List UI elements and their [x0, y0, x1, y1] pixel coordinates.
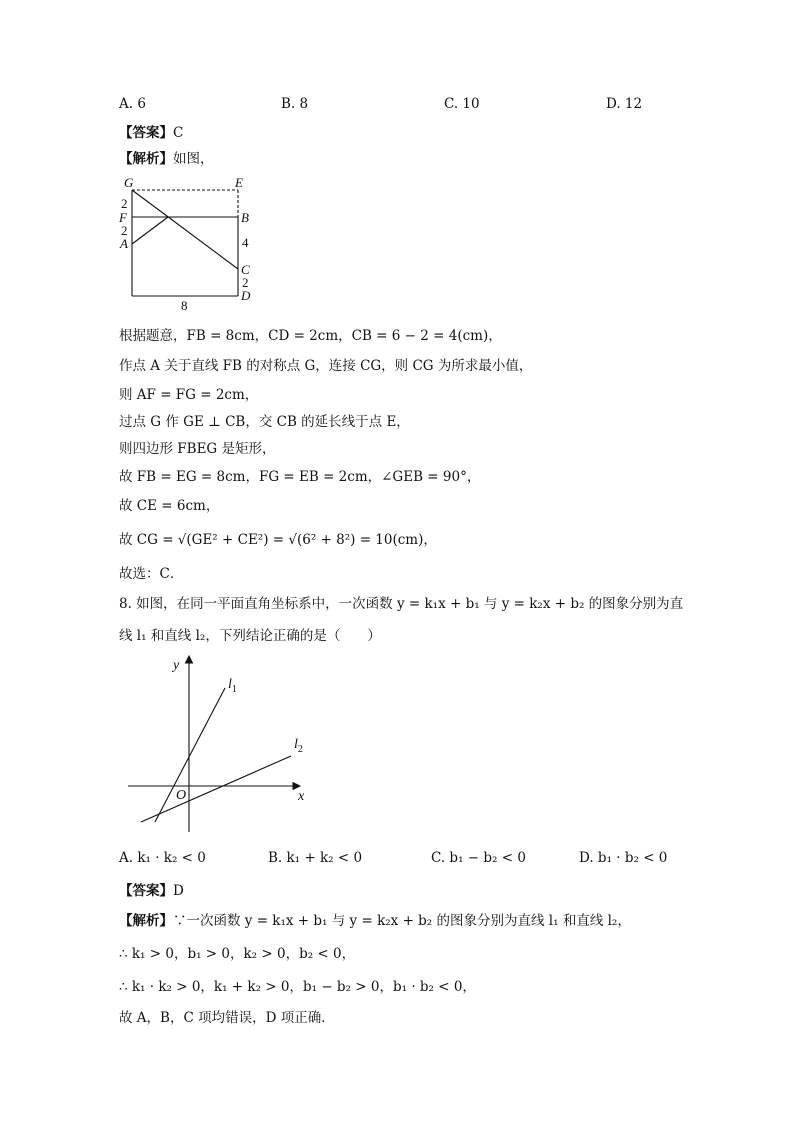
q8-label-origin: O	[176, 788, 187, 803]
q7-length-BC: 4	[242, 235, 249, 250]
q8-figure	[124, 652, 320, 837]
q7-label-A: A	[120, 236, 128, 251]
q8-option-d: D. b₁ · b₂ < 0	[579, 850, 668, 866]
q8-analysis-line-1	[119, 909, 631, 929]
q7-option-d: D. 12	[606, 96, 643, 112]
q7-analysis-line-3: 则 AF = FG = 2cm，	[119, 387, 259, 403]
q8-stem-line-2: 线 l₁ 和直线 l₂，下列结论正确的是（ ）	[119, 628, 381, 644]
q7-option-a: A. 6	[119, 96, 146, 112]
q7-analysis-line-2: 作点 A 关于直线 FB 的对称点 G，连接 CG，则 CG 为所求最小值，	[119, 358, 533, 374]
q7-analysis-line-8: 故 CG = √(GE² + CE²) = √(6² + 8²) = 10(cm)，	[119, 532, 437, 548]
q8-answer-label: 【答案】	[119, 883, 173, 899]
q7-label-D: D	[241, 288, 251, 303]
q8-answer	[119, 879, 184, 899]
q7-length-GF: 2	[121, 196, 128, 211]
q7-length-FA: 2	[121, 223, 128, 238]
q7-analysis-header	[119, 147, 214, 167]
q8-line-l2	[141, 756, 291, 822]
q7-answer-label: 【答案】	[119, 125, 173, 141]
q8-analysis-label: 【解析】	[119, 913, 173, 929]
q8-line-l1	[155, 688, 225, 822]
q8-stem-line-1: 8. 如图，在同一平面直角坐标系中，一次函数 y = k₁x + b₁ 与 y = k₂x + b₂ 的图象分别为直	[119, 596, 684, 612]
q7-length-bottom: 8	[181, 298, 188, 313]
q7-segment-GC	[132, 190, 238, 269]
q7-answer-value: C	[173, 125, 184, 141]
q7-length-CD: 2	[242, 275, 249, 290]
q7-label-F: F	[119, 210, 127, 225]
q7-analysis-line-5: 则四边形 FBEG 是矩形，	[119, 441, 276, 457]
q7-analysis-line-9: 故选：C．	[119, 566, 184, 582]
q7-analysis-line-6: 故 FB = EG = 8cm，FG = EB = 2cm，∠GEB = 90°，	[119, 469, 481, 485]
q8-label-l1: $l_1$	[228, 677, 237, 695]
q8-option-a: A. k₁ · k₂ < 0	[119, 850, 206, 866]
q7-analysis-label: 【解析】	[119, 151, 173, 167]
q8-analysis-line-2: ∴ k₁ > 0，b₁ > 0，k₂ > 0，b₂ < 0，	[119, 946, 356, 962]
q8-analysis-line-4: 故 A，B，C 项均错误，D 项正确．	[119, 1010, 335, 1026]
q8-label-y: y	[173, 658, 180, 673]
q7-analysis-intro: 如图，	[173, 151, 214, 167]
q7-answer	[119, 121, 183, 141]
q8-analysis-text-1: ∵一次函数 y = k₁x + b₁ 与 y = k₂x + b₂ 的图象分别为直线 l₁ 和直线 l₂，	[173, 913, 631, 929]
q7-figure	[110, 172, 270, 314]
q8-label-x: x	[298, 789, 305, 804]
q8-answer-value: D	[173, 883, 184, 899]
q8-label-l2: $l_2$	[294, 737, 303, 755]
q8-option-b: B. k₁ + k₂ < 0	[268, 850, 363, 866]
q7-option-b: B. 8	[281, 96, 309, 112]
q8-option-c: C. b₁ − b₂ < 0	[431, 850, 526, 866]
q7-segment-AP	[132, 217, 168, 244]
q7-label-G: G	[124, 175, 134, 190]
q7-analysis-line-7: 故 CE = 6cm，	[119, 498, 220, 514]
q7-analysis-line-4: 过点 G 作 GE ⊥ CB，交 CB 的延长线于点 E，	[119, 414, 410, 430]
q7-label-B: B	[241, 210, 249, 225]
q7-analysis-line-1: 根据题意，FB = 8cm，CD = 2cm，CB = 6 − 2 = 4(cm)，	[119, 328, 502, 344]
q8-analysis-line-3: ∴ k₁ · k₂ > 0，k₁ + k₂ > 0，b₁ − b₂ > 0，b₁ · b₂ < 0，	[119, 979, 476, 995]
q7-label-C: C	[241, 262, 250, 277]
q7-option-c: C. 10	[444, 96, 480, 112]
q7-label-E: E	[235, 175, 243, 190]
